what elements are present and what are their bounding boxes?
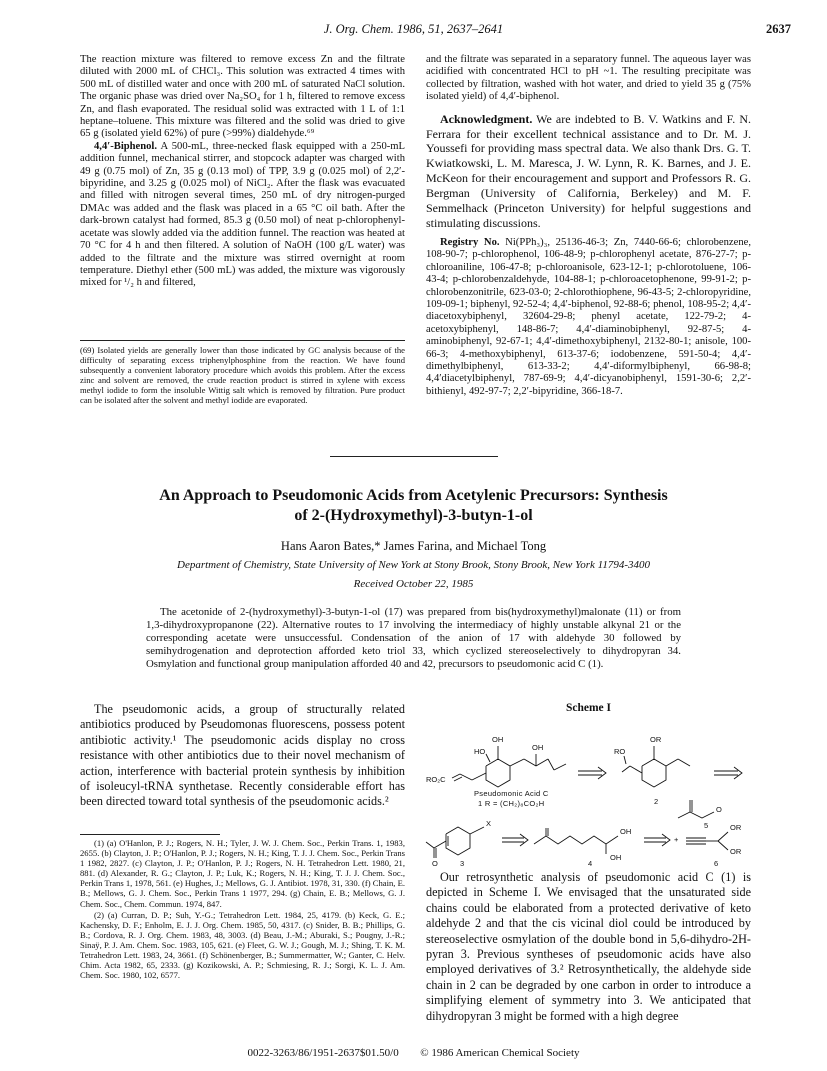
bond [642, 759, 666, 787]
scheme-label: OH [532, 743, 544, 752]
reference-divider [80, 834, 220, 835]
footnote-69-text: (69) Isolated yields are generally lower than those indicated by GC analysis because of the difficulty of separating excess triphenylphosphine from the reaction. We have found subsequently a convenient laboratory procedure which avoids this problem. After the excess zinc and solvent are removed, the crude reaction product is stirred in xylene with excess methyl iodide to form the insoluble Wittig salt which is removed by filtration. Pure product can be isolated after the solvent and methyl iodide are evaporated. [80, 345, 405, 406]
bond [624, 756, 626, 764]
bond [446, 827, 470, 855]
experimental-paragraph-2 [80, 141, 405, 290]
scheme-label: O [716, 805, 722, 814]
scheme-label: X [486, 819, 492, 828]
retro-paragraph: Our retrosynthetic analysis of pseudomonic acid C (1) is depicted in Scheme I. We envisaged that the unsaturated side chains could be elaborated from a protected derivative of keto aldehyde 2 and that the cis vicinal diol could be introduced by stereoselective osmylation of the double bond in 5,6-dihydro-2H-pyran 3. Previous syntheses of pseudomonic acids have also employed derivatives of 3.² Retrosynthetically, the aldehyde side chain in 2 can be degraded by one carbon in order to introduce a simplifying element of symmetry into 3. We anticipated that dihydropyran 3 might be formed with a high degree [426, 870, 751, 1023]
scheme-caption: Pseudomonic Acid C [474, 789, 549, 798]
scheme-label: HO [474, 747, 486, 756]
bond [718, 832, 728, 841]
copyright: © 1986 American Chemical Society [420, 1047, 580, 1059]
scheme-label: 4 [588, 859, 593, 868]
scheme-label: 6 [714, 859, 719, 868]
bond [534, 836, 618, 844]
article-code: 0022-3263/86/1951-2637$01.50/0 [247, 1047, 399, 1059]
footnote-69 [80, 345, 405, 407]
acknowledgment [426, 112, 751, 231]
reference-1: (1) (a) O'Hanlon, P. J.; Rogers, N. H.; Tyler, J. W. J. Chem. Soc., Perkin Trans. 1, 1983, 2655. (b) Clayton, J. P.; O'Hanlon, P. J.; Rogers, N. H.; King, T. J. J. Chem. Soc., Perkin Trans 1 1982, 2827. (c) Clayton, J. P.; O'Hanlon, P. J.; Rogers, N. H. Tetrahedron Lett. 1980, 21, 881. (d) Alexander, R. G.; Clayton, J. P.; Luk, K.; Rogers, N. H.; King, T. J. J. Chem. Soc., Perkin Trans 1, 1978, 561. (e) Hughes, J.; Mellows, G. J. Antibiot. 1978, 31, 330. (f) Chain, E. B.; Mellows, G. J. Chem. Soc., Perkin Trans 1 1977, 294. (g) Chain, E. B.; Mellows, G. J. Chem. Soc., Chem. Commun. 1974, 847. [80, 838, 405, 909]
bond [630, 766, 642, 773]
scheme-caption: 1 R = (CH₂)₈CO₂H [478, 799, 545, 808]
scheme-label: 2 [654, 797, 659, 806]
registry-text: Ni(PPh₃)₃, 25136-46-3; Zn, 7440-66-6; chlorobenzene, 108-90-7; p-chlorophenol, 106-48-9; p-chlorophenyl acetate, 876-27-7; p-chloroaniline, 106-47-8; p-chloroanisole, 623-12-1; p-chlorotoluene, 106-43-4; p-chlorobenzaldehyde, 104-88-1; p-chloroacetophenone, 99-91-2; p-chlorobenzonitrile, 623-03-0; 2-chlorothiophene, 96-43-5; 2-chloropyridine, 109-09-1; biphenyl, 92-52-4; 4,4′-biphenol, 92-88-6; phenol, 108-95-2; 4,4′-diacetoxybiphenyl, 32604-29-8; phenyl acetate, 122-79-2; 4-acetoxybiphenyl, 148-86-7; 4,4′-diaminobiphenyl, 92-87-5; 4-aminobiphenyl, 92-67-1; 4,4′-dimethoxybiphenyl, 2132-80-1; anisole, 100-66-3; 4-methoxybiphenyl, 613-37-6; iodobenzene, 591-50-4; 4,4′-dimethylbiphenyl, 613-33-2; 4,4′-diformylbiphenyl, 66-98-8; 4,4′diacetylbiphenyl, 787-69-9; 4,4′-dicyanobiphenyl, 1591-30-6; 2,2′-bithienyl, 492-97-7; 2,2′-bipyridine, 366-18-7. [426, 236, 751, 397]
scheme-label: OH [620, 827, 632, 836]
scheme-label: + [674, 835, 679, 844]
running-title: J. Org. Chem. 1986, 51, 2637–2641 [323, 22, 504, 36]
scheme-title: Scheme I [565, 702, 612, 714]
bond [510, 759, 524, 766]
bond [554, 764, 566, 770]
bond [452, 774, 460, 778]
biphenol-heading: 4,4′-Biphenol. [94, 140, 158, 152]
bond [472, 773, 486, 780]
experimental-paragraph-3: and the filtrate was separated in a separatory funnel. The aqueous layer was acidified with concentrated HCl to pH ~1. The resulting precipitate was collected by filtration, washed with hot water, and dried to yield 35 g (75% isolated yield) of 4,4′-biphenol. [426, 54, 751, 103]
title-line-2: of 2-(Hydroxymethyl)-3-butyn-1-ol [294, 507, 533, 524]
scheme-label: 3 [460, 859, 465, 868]
left-top-column [80, 54, 405, 290]
bond [734, 767, 742, 779]
scheme-label: 5 [704, 821, 709, 830]
page-number: 2637 [766, 22, 791, 36]
bond [662, 834, 670, 846]
affiliation: Department of Chemistry, State University of New York at Stony Brook, Stony Brook, New York 11794-3400 [177, 559, 650, 571]
intro-paragraph: The pseudomonic acids, a group of structurally related antibiotics produced by Pseudomonas fluorescens, possess potent antibiotic activity.¹ The pseudomonic acids display no cross resistance with other antibiotics due to their novel mechanism of action, interference with bacterial protein synthesis by inhibition of isoleucyl-tRNA synthetase. Recently considerable effort has been directed toward total synthesis of the pseudomonic acids.² [80, 702, 405, 809]
bond [622, 766, 630, 772]
scheme-label: OH [610, 853, 622, 862]
bond [678, 759, 690, 766]
acknowledgment-heading: Acknowledgment. [440, 111, 533, 126]
bond [426, 842, 434, 848]
scheme-label: OR [730, 847, 742, 856]
scheme-label: RO₂C [426, 775, 446, 784]
authors: Hans Aaron Bates,* James Farina, and Michael Tong [280, 539, 547, 553]
scheme-label: OR [650, 735, 662, 744]
bond [678, 812, 714, 818]
abstract: The acetonide of 2-(hydroxymethyl)-3-butyn-1-ol (17) was prepared from bis(hydroxymethyl)malonate (11) or from 1,3-dihydroxypropanone (22). Alternative routes to 17 involving the intermediacy of highly unstable alkynal 21 or the corresponding acetate were unsuccessful. Condensation of the anion of 17 with aldehyde 30 followed by semihydrogenation and deprotection afforded keto triol 33, which cyclized stereoselectively to dihydropyran 34. Osmylation and functional group manipulation afforded 40 and 42, precursors to pseudomonic acid C (1). [146, 606, 681, 670]
bond [598, 767, 606, 779]
reference-2: (2) (a) Curran, D. P.; Suh, Y.-G.; Tetrahedron Lett. 1984, 25, 4179. (b) Keck, G. E.; Kachensky, D. F.; Enholm, E. J. J. Org. Chem. 1985, 50, 4317. (c) Snider, B. B.; Phillips, G. B.; Cordova, R. J. Org. Chem. 1983, 48, 3003. (d) Beau, J.-M.; Aburaki, S.; Pougny, J.-R.; Sinaÿ, P. J. Am. Chem. Soc. 1983, 105, 621. (e) Fleet, G. W. J.; Gough, M. J.; Shing, T. K. M. Tetrahedron Lett. 1983, 24, 3661. (f) Schönenberger, B.; Summermatter, W.; Ganter, C. Helv. Chim. Acta 1982, 65, 2333. (g) Kozikowski, A. P.; Schmiesing, R. J.; Sorgi, K. L. J. Am. Chem. Soc. 1980, 102, 6577. [80, 909, 405, 981]
scheme-label: O [432, 859, 438, 868]
bond [536, 759, 548, 766]
registry-numbers [426, 237, 751, 398]
footnote-divider [80, 340, 405, 341]
bond [486, 759, 510, 787]
bond [520, 834, 528, 846]
scheme-diagram [416, 714, 766, 868]
bond [666, 759, 678, 766]
scheme-label: OR [730, 823, 742, 832]
bond [718, 841, 728, 850]
bond [486, 754, 490, 762]
title-line-1: An Approach to Pseudomonic Acids from Acetylenic Precursors: Synthesis [159, 487, 668, 504]
scheme-label: OH [492, 735, 504, 744]
biphenol-text: A 500-mL, three-necked flask equipped with a 250-mL addition funnel, mechanical stirrer, and stopcock adapter was charged with 49 g (0.75 mol) of Zn, 35 g (0.13 mol) of TPP, 3.9 g (0.025 mol) of 2,2′-bipyridine, and 3.25 g (0.025 mol) of NiCl₂. After the flask was evacuated and filled with nitrogen several times, 250 mL of dry nitrogen-purged DMAc was added and the flask was placed in a 65 °C oil bath. After the dark-brown catalyst had formed, 85.3 g (0.50 mol) of neat p-chlorophenyl-acetate was slowly added via the addition funnel. The reaction was heated at 70 °C for 4 h and then filtered. A solution of NaOH (100 g/L water) was added to the filtrate and the mixture was stirred overnight at room temperature. Diethyl ether (500 mL) was added, the mixture was vigorously mixed for ¹/₂ h and filtered, [80, 140, 405, 289]
article-title [60, 486, 767, 526]
bond [524, 759, 536, 766]
experimental-paragraph-1: The reaction mixture was filtered to remove excess Zn and the filtrate diluted with 2000 mL of CHCl₃. This solution was extracted 4 times with 500 mL of distilled water and once with 200 mL of saturated NaCl solution. The organic phase was dried over Na₂SO₄ for 1 h, filtered to remove excess Zn, and flash evaporated. The residual solid was extracted with 1 L of 1:1 heptane–toluene. This mixture was filtered and the solid was dried to give 65 g (isolated yield 62%) of pure (>99%) dialdehyde.⁶⁹ [80, 54, 405, 140]
page-footer [0, 1047, 827, 1059]
bond [454, 777, 462, 781]
right-top-column [426, 54, 751, 398]
intro-column [80, 702, 405, 810]
bond [548, 759, 554, 770]
scheme-label: RO [614, 747, 626, 756]
bond [470, 827, 484, 834]
article-separator [330, 456, 498, 457]
registry-heading: Registry No. [440, 236, 500, 248]
retro-column [426, 870, 751, 1024]
acknowledgment-text: We are indebted to B. V. Watkins and F. N. Ferrara for their excellent technical assistance and to Dr. M. J. Youssefi for providing mass spectral data. We also thank Drs. G. T. Kwiatkowski, L. M. Maresca, J. W. Lynn, R. K. Barnes, and J. E. McKeon for their encouragement and support and Professors R. G. Bergman (University of California, Berkeley) and M. F. Semmelhack (Princeton University) for helpful suggestions and stimulating discussions. [426, 111, 751, 230]
bond [434, 841, 446, 848]
references [80, 838, 405, 981]
received-date: Received October 22, 1985 [353, 578, 474, 590]
